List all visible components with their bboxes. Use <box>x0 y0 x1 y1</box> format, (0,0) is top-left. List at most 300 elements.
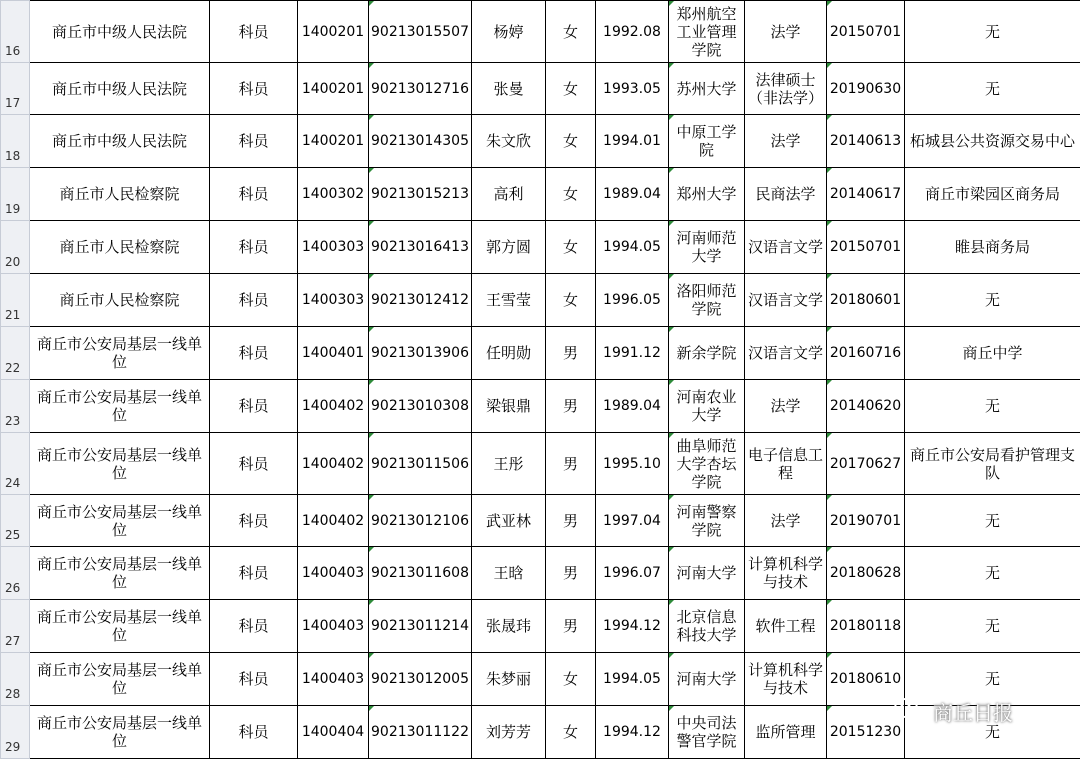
row-header[interactable]: 16 <box>1 1 30 63</box>
comment-marker <box>827 547 832 552</box>
birth-text: 1989.04 <box>603 398 661 414</box>
cell-unit[interactable] <box>30 495 210 547</box>
cell-date[interactable] <box>827 168 905 221</box>
major-text: 电子信息工程 <box>748 446 823 482</box>
row-header[interactable]: 20 <box>1 221 30 274</box>
birth-text: 1997.04 <box>603 513 661 529</box>
school-text: 郑州航空工业管理学院 <box>676 5 736 59</box>
name-text: 梁银鼎 <box>486 397 531 415</box>
cell-code[interactable] <box>298 706 369 759</box>
cell-date[interactable] <box>827 433 905 495</box>
cell-school[interactable] <box>669 495 745 547</box>
cell-birth[interactable] <box>596 115 669 168</box>
cell-name[interactable] <box>472 63 546 115</box>
cell-code[interactable] <box>298 63 369 115</box>
cell-date[interactable] <box>827 115 905 168</box>
sex-text: 男 <box>563 564 578 582</box>
table-row[interactable] <box>1 221 1080 274</box>
table-row[interactable] <box>1 168 1080 221</box>
cell-unit[interactable] <box>30 115 210 168</box>
cell-school[interactable] <box>669 653 745 706</box>
cell-name[interactable] <box>472 327 546 380</box>
birth-text: 1994.12 <box>603 724 661 740</box>
major-text: 法学 <box>770 397 800 415</box>
birth-text: 1992.08 <box>603 24 661 40</box>
cell-name[interactable] <box>472 600 546 653</box>
cell-sex[interactable] <box>546 547 596 600</box>
cell-name[interactable] <box>472 274 546 327</box>
name-text: 王晗 <box>493 564 523 582</box>
cell-post[interactable] <box>210 274 298 327</box>
ticket-text: 90213014305 <box>371 133 469 149</box>
comment-marker <box>669 115 674 120</box>
comment-marker <box>827 63 832 68</box>
name-text: 郭方圆 <box>486 238 531 256</box>
sex-text: 男 <box>563 344 578 362</box>
cell-post[interactable] <box>210 221 298 274</box>
major-text: 汉语言文学 <box>748 238 823 256</box>
cell-ticket[interactable] <box>369 380 472 433</box>
comment-marker <box>669 547 674 552</box>
date-text: 20180628 <box>830 565 901 581</box>
sex-text: 女 <box>563 80 578 98</box>
comment-marker <box>369 547 374 552</box>
birth-text: 1994.12 <box>603 618 661 634</box>
cell-sex[interactable] <box>546 600 596 653</box>
cell-ticket[interactable] <box>369 706 472 759</box>
work-text: 无 <box>985 397 1000 415</box>
cell-ticket[interactable] <box>369 115 472 168</box>
school-text: 新余学院 <box>676 344 736 362</box>
comment-marker <box>369 168 374 173</box>
date-text: 20140620 <box>830 398 901 414</box>
code-text: 1400303 <box>302 239 364 255</box>
cell-sex[interactable] <box>546 706 596 759</box>
cell-birth[interactable] <box>596 600 669 653</box>
name-text: 杨婷 <box>493 23 523 41</box>
comment-marker <box>369 1 374 6</box>
cell-name[interactable] <box>472 495 546 547</box>
school-text: 郑州大学 <box>676 185 736 203</box>
unit-text: 商丘市人民检察院 <box>59 291 179 309</box>
table-row[interactable] <box>1 327 1080 380</box>
cell-name[interactable] <box>472 380 546 433</box>
cell-birth[interactable] <box>596 706 669 759</box>
date-text: 20170627 <box>830 456 901 472</box>
cell-ticket[interactable] <box>369 495 472 547</box>
cell-date[interactable] <box>827 600 905 653</box>
cell-school[interactable] <box>669 63 745 115</box>
date-text: 20160716 <box>830 345 901 361</box>
cell-date[interactable] <box>827 63 905 115</box>
post-text: 科员 <box>238 238 268 256</box>
table-row[interactable] <box>1 1 1080 63</box>
post-text: 科员 <box>238 670 268 688</box>
post-text: 科员 <box>238 132 268 150</box>
cell-sex[interactable] <box>546 433 596 495</box>
cell-work[interactable] <box>905 600 1080 653</box>
cell-school[interactable] <box>669 327 745 380</box>
cell-school[interactable] <box>669 115 745 168</box>
table-row[interactable] <box>1 600 1080 653</box>
cell-major[interactable] <box>745 221 827 274</box>
code-text: 1400403 <box>302 618 364 634</box>
code-text: 1400303 <box>302 292 364 308</box>
post-text: 科员 <box>238 344 268 362</box>
cell-code[interactable] <box>298 168 369 221</box>
cell-school[interactable] <box>669 547 745 600</box>
cell-work[interactable] <box>905 63 1080 115</box>
cell-major[interactable] <box>745 168 827 221</box>
cell-major[interactable] <box>745 380 827 433</box>
cell-unit[interactable] <box>30 706 210 759</box>
cell-unit[interactable] <box>30 274 210 327</box>
ticket-text: 90213012412 <box>371 292 469 308</box>
comment-marker <box>669 327 674 332</box>
cell-sex[interactable] <box>546 495 596 547</box>
major-text: 计算机科学与技术 <box>748 661 823 697</box>
name-text: 刘芳芳 <box>486 723 531 741</box>
cell-major[interactable] <box>745 327 827 380</box>
comment-marker <box>827 495 832 500</box>
birth-text: 1994.01 <box>603 133 661 149</box>
cell-school[interactable] <box>669 380 745 433</box>
table-row[interactable] <box>1 274 1080 327</box>
cell-unit[interactable] <box>30 221 210 274</box>
sex-text: 女 <box>563 723 578 741</box>
comment-marker <box>827 115 832 120</box>
cell-date[interactable] <box>827 380 905 433</box>
cell-birth[interactable] <box>596 1 669 63</box>
work-text: 无 <box>985 723 1000 741</box>
school-text: 河南警察学院 <box>676 503 736 539</box>
work-text: 无 <box>985 80 1000 98</box>
cell-code[interactable] <box>298 327 369 380</box>
cell-ticket[interactable] <box>369 63 472 115</box>
cell-ticket[interactable] <box>369 547 472 600</box>
post-text: 科员 <box>238 617 268 635</box>
date-text: 20190701 <box>830 513 901 529</box>
sex-text: 男 <box>563 617 578 635</box>
cell-birth[interactable] <box>596 221 669 274</box>
row-header[interactable]: 22 <box>1 327 30 380</box>
comment-marker <box>669 380 674 385</box>
post-text: 科员 <box>238 291 268 309</box>
row-header[interactable]: 25 <box>1 495 30 547</box>
cell-work[interactable] <box>905 221 1080 274</box>
comment-marker <box>369 433 374 438</box>
cell-school[interactable] <box>669 221 745 274</box>
cell-ticket[interactable] <box>369 221 472 274</box>
cell-sex[interactable] <box>546 63 596 115</box>
cell-unit[interactable] <box>30 433 210 495</box>
major-text: 监所管理 <box>755 723 815 741</box>
ticket-text: 90213016413 <box>371 239 469 255</box>
cell-school[interactable] <box>669 274 745 327</box>
ticket-text: 90213011122 <box>371 724 469 740</box>
post-text: 科员 <box>238 23 268 41</box>
unit-text: 商丘市中级人民法院 <box>52 23 187 41</box>
cell-unit[interactable] <box>30 653 210 706</box>
cell-sex[interactable] <box>546 221 596 274</box>
cell-major[interactable] <box>745 433 827 495</box>
cell-name[interactable] <box>472 653 546 706</box>
code-text: 1400201 <box>302 24 364 40</box>
major-text: 民商法学 <box>755 185 815 203</box>
cell-birth[interactable] <box>596 495 669 547</box>
school-text: 中原工学院 <box>676 123 736 159</box>
cell-code[interactable] <box>298 433 369 495</box>
work-text: 无 <box>985 291 1000 309</box>
cell-work[interactable] <box>905 495 1080 547</box>
post-text: 科员 <box>238 185 268 203</box>
cell-ticket[interactable] <box>369 653 472 706</box>
birth-text: 1996.05 <box>603 292 661 308</box>
cell-unit[interactable] <box>30 63 210 115</box>
major-text: 法律硕士（非法学） <box>748 71 823 107</box>
code-text: 1400201 <box>302 81 364 97</box>
date-text: 20190630 <box>830 81 901 97</box>
cell-unit[interactable] <box>30 380 210 433</box>
cell-date[interactable] <box>827 1 905 63</box>
ticket-text: 90213011214 <box>371 618 469 634</box>
cell-school[interactable] <box>669 168 745 221</box>
comment-marker <box>369 600 374 605</box>
cell-sex[interactable] <box>546 168 596 221</box>
cell-sex[interactable] <box>546 327 596 380</box>
cell-birth[interactable] <box>596 433 669 495</box>
date-text: 20180118 <box>830 618 901 634</box>
cell-birth[interactable] <box>596 547 669 600</box>
table-row[interactable] <box>1 63 1080 115</box>
cell-name[interactable] <box>472 706 546 759</box>
name-text: 朱梦丽 <box>486 670 531 688</box>
cell-birth[interactable] <box>596 327 669 380</box>
cell-code[interactable] <box>298 653 369 706</box>
cell-work[interactable] <box>905 274 1080 327</box>
sex-text: 女 <box>563 185 578 203</box>
comment-marker <box>827 1 832 6</box>
cell-unit[interactable] <box>30 168 210 221</box>
cell-post[interactable] <box>210 547 298 600</box>
cell-sex[interactable] <box>546 380 596 433</box>
cell-birth[interactable] <box>596 380 669 433</box>
cell-major[interactable] <box>745 706 827 759</box>
comment-marker <box>669 63 674 68</box>
cell-name[interactable] <box>472 547 546 600</box>
name-text: 高利 <box>493 185 523 203</box>
comment-marker <box>369 327 374 332</box>
code-text: 1400404 <box>302 724 364 740</box>
cell-work[interactable] <box>905 115 1080 168</box>
cell-major[interactable] <box>745 600 827 653</box>
unit-text: 商丘市公安局基层一线单位 <box>37 335 202 371</box>
cell-code[interactable] <box>298 1 369 63</box>
cell-code[interactable] <box>298 600 369 653</box>
ticket-text: 90213012005 <box>371 671 469 687</box>
unit-text: 商丘市公安局基层一线单位 <box>37 661 202 697</box>
cell-date[interactable] <box>827 495 905 547</box>
cell-work[interactable] <box>905 547 1080 600</box>
cell-birth[interactable] <box>596 653 669 706</box>
cell-code[interactable] <box>298 547 369 600</box>
cell-birth[interactable] <box>596 63 669 115</box>
date-text: 20180601 <box>830 292 901 308</box>
birth-text: 1995.10 <box>603 456 661 472</box>
cell-name[interactable] <box>472 1 546 63</box>
comment-marker <box>369 706 374 711</box>
birth-text: 1994.05 <box>603 239 661 255</box>
comment-marker <box>827 327 832 332</box>
sex-text: 女 <box>563 23 578 41</box>
school-text: 曲阜师范大学杏坛学院 <box>676 437 736 491</box>
row-header[interactable]: 19 <box>1 168 30 221</box>
table-row[interactable] <box>1 380 1080 433</box>
unit-text: 商丘市人民检察院 <box>59 238 179 256</box>
cell-post[interactable] <box>210 706 298 759</box>
cell-date[interactable] <box>827 221 905 274</box>
cell-ticket[interactable] <box>369 274 472 327</box>
cell-post[interactable] <box>210 1 298 63</box>
name-text: 朱文欣 <box>486 132 531 150</box>
code-text: 1400402 <box>302 398 364 414</box>
cell-code[interactable] <box>298 115 369 168</box>
cell-sex[interactable] <box>546 1 596 63</box>
birth-text: 1994.05 <box>603 671 661 687</box>
row-header[interactable]: 27 <box>1 600 30 653</box>
cell-major[interactable] <box>745 495 827 547</box>
cell-ticket[interactable] <box>369 327 472 380</box>
cell-unit[interactable] <box>30 327 210 380</box>
cell-unit[interactable] <box>30 547 210 600</box>
sex-text: 女 <box>563 238 578 256</box>
birth-text: 1991.12 <box>603 345 661 361</box>
cell-major[interactable] <box>745 63 827 115</box>
cell-date[interactable] <box>827 327 905 380</box>
cell-school[interactable] <box>669 600 745 653</box>
unit-text: 商丘市人民检察院 <box>59 185 179 203</box>
cell-school[interactable] <box>669 1 745 63</box>
comment-marker <box>827 653 832 658</box>
school-text: 河南师范大学 <box>676 229 736 265</box>
cell-code[interactable] <box>298 495 369 547</box>
sex-text: 女 <box>563 132 578 150</box>
cell-major[interactable] <box>745 274 827 327</box>
comment-marker <box>669 653 674 658</box>
cell-code[interactable] <box>298 380 369 433</box>
row-header[interactable]: 23 <box>1 380 30 433</box>
unit-text: 商丘市公安局基层一线单位 <box>37 714 202 750</box>
cell-post[interactable] <box>210 380 298 433</box>
cell-major[interactable] <box>745 547 827 600</box>
post-text: 科员 <box>238 723 268 741</box>
cell-unit[interactable] <box>30 1 210 63</box>
row-header[interactable]: 17 <box>1 63 30 115</box>
name-text: 张曼 <box>493 80 523 98</box>
cell-work[interactable] <box>905 327 1080 380</box>
row-header[interactable]: 29 <box>1 706 30 759</box>
cell-work[interactable] <box>905 1 1080 63</box>
row-header[interactable]: 18 <box>1 115 30 168</box>
cell-post[interactable] <box>210 327 298 380</box>
work-text: 无 <box>985 670 1000 688</box>
cell-sex[interactable] <box>546 115 596 168</box>
cell-post[interactable] <box>210 63 298 115</box>
cell-major[interactable] <box>745 653 827 706</box>
table-row[interactable] <box>1 495 1080 547</box>
major-text: 法学 <box>770 132 800 150</box>
work-text: 无 <box>985 23 1000 41</box>
cell-ticket[interactable] <box>369 1 472 63</box>
table-row[interactable] <box>1 433 1080 495</box>
table-row[interactable] <box>1 547 1080 600</box>
comment-marker <box>669 274 674 279</box>
row-header[interactable]: 21 <box>1 274 30 327</box>
name-text: 王雪莹 <box>486 291 531 309</box>
unit-text: 商丘市公安局基层一线单位 <box>37 446 202 482</box>
date-text: 20150701 <box>830 239 901 255</box>
row-header[interactable]: 28 <box>1 653 30 706</box>
cell-school[interactable] <box>669 706 745 759</box>
cell-date[interactable] <box>827 547 905 600</box>
cell-birth[interactable] <box>596 168 669 221</box>
cell-work[interactable] <box>905 168 1080 221</box>
comment-marker <box>827 221 832 226</box>
row-header[interactable]: 26 <box>1 547 30 600</box>
cell-birth[interactable] <box>596 274 669 327</box>
table-row[interactable] <box>1 115 1080 168</box>
comment-marker <box>669 221 674 226</box>
post-text: 科员 <box>238 564 268 582</box>
cell-sex[interactable] <box>546 274 596 327</box>
cell-major[interactable] <box>745 115 827 168</box>
school-text: 北京信息科技大学 <box>676 608 736 644</box>
code-text: 1400401 <box>302 345 364 361</box>
cell-major[interactable] <box>745 1 827 63</box>
comment-marker <box>827 168 832 173</box>
date-text: 20140613 <box>830 133 901 149</box>
cell-name[interactable] <box>472 433 546 495</box>
birth-text: 1993.05 <box>603 81 661 97</box>
unit-text: 商丘市公安局基层一线单位 <box>37 503 202 539</box>
cell-code[interactable] <box>298 221 369 274</box>
cell-sex[interactable] <box>546 653 596 706</box>
cell-ticket[interactable] <box>369 600 472 653</box>
post-text: 科员 <box>238 397 268 415</box>
cell-post[interactable] <box>210 168 298 221</box>
comment-marker <box>669 433 674 438</box>
cell-post[interactable] <box>210 653 298 706</box>
cell-date[interactable] <box>827 274 905 327</box>
cell-work[interactable] <box>905 433 1080 495</box>
cell-code[interactable] <box>298 274 369 327</box>
cell-post[interactable] <box>210 600 298 653</box>
cell-post[interactable] <box>210 433 298 495</box>
row-header[interactable]: 24 <box>1 433 30 495</box>
cell-post[interactable] <box>210 495 298 547</box>
cell-work[interactable] <box>905 380 1080 433</box>
cell-unit[interactable] <box>30 600 210 653</box>
work-text: 睢县商务局 <box>955 238 1030 256</box>
cell-name[interactable] <box>472 221 546 274</box>
cell-name[interactable] <box>472 168 546 221</box>
cell-ticket[interactable] <box>369 433 472 495</box>
cell-post[interactable] <box>210 115 298 168</box>
cell-ticket[interactable] <box>369 168 472 221</box>
cell-name[interactable] <box>472 115 546 168</box>
cell-school[interactable] <box>669 433 745 495</box>
work-text: 商丘市公安局看护管理支队 <box>910 446 1075 482</box>
